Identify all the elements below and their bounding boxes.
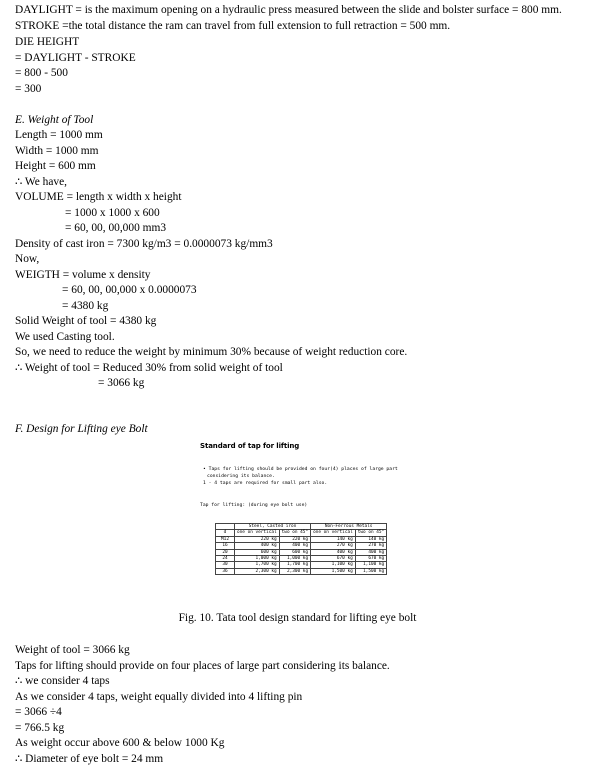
stroke-definition: STROKE =the total distance the ram can travel from full extension to full retraction = 500 mm. (15, 20, 451, 32)
volume-formula: VOLUME = length x width x height (15, 191, 182, 203)
consider-taps-line: ∴ we consider 4 taps (15, 675, 110, 687)
cell-value: 2,300 kg (279, 568, 310, 574)
cell-value: 1,100 kg (311, 562, 356, 568)
weight-divided-line: As we consider 4 taps, weight equally divided into 4 lifting pin (15, 691, 303, 703)
weight-substitution: = 60, 00, 00,000 x 0.0000073 (62, 284, 197, 296)
reduced-weight-result: = 3066 kg (98, 377, 145, 389)
casting-tool-line: We used Casting tool. (15, 331, 115, 343)
col-header-nf-45: two on 45° (355, 530, 386, 536)
cell-value: 1,100 kg (355, 562, 386, 568)
per-pin-weight-line: = 766.5 kg (15, 722, 65, 734)
col-header-steel-vertical: one on vertical (235, 530, 280, 536)
cell-value: 1,000 kg (235, 556, 280, 562)
die-height-result: = 300 (15, 83, 42, 95)
tool-weight-line: Weight of tool = 3066 kg (15, 644, 130, 656)
taps-balance-line: Taps for lifting should provide on four places of large part considering its balance. (15, 660, 390, 672)
solid-weight-line: Solid Weight of tool = 4380 kg (15, 315, 157, 327)
volume-substitution: = 1000 x 1000 x 600 (65, 207, 160, 219)
cell-value: 1,500 kg (355, 568, 386, 574)
density-line: Density of cast iron = 7300 kg/m3 = 0.0000073 kg/mm3 (15, 238, 273, 250)
cell-d: 20 (216, 549, 235, 555)
cell-value: 600 kg (279, 549, 310, 555)
die-height-label: DIE HEIGHT (15, 36, 80, 48)
length-line: Length = 1000 mm (15, 129, 103, 141)
daylight-definition: DAYLIGHT = is the maximum opening on a hydraulic press measured between the slide and bolster surface = 800 mm. (15, 4, 562, 16)
figure-note-line-1: • Taps for lifting should be provided on four(4) places of large part (203, 467, 398, 472)
width-line: Width = 1000 mm (15, 145, 99, 157)
weight-formula: WEIGTH = volume x density (15, 269, 151, 281)
lifting-tap-figure (193, 437, 455, 607)
cell-value: 1,700 kg (279, 562, 310, 568)
cell-value: 140 kg (355, 536, 386, 542)
cell-value: 1,000 kg (279, 556, 310, 562)
col-header-d: d (216, 530, 235, 536)
reduced-weight-line: ∴ Weight of tool = Reduced 30% from solid weight of tool (15, 362, 283, 374)
cell-value: 670 kg (355, 556, 386, 562)
cell-d: 30 (216, 562, 235, 568)
cell-d: 24 (216, 556, 235, 562)
col-header-steel-45: two on 45° (279, 530, 310, 536)
cell-value: 220 kg (235, 536, 280, 542)
lifting-capacity-table (215, 523, 387, 575)
figure-caption: Fig. 10. Tata tool design standard for lifting eye bolt (178, 612, 417, 624)
weight-result: = 4380 kg (62, 300, 109, 312)
group-header-nonferrous: Non-Ferrous Metals (311, 524, 387, 530)
we-have-line: ∴ We have, (15, 176, 67, 188)
figure-note-line-2: considering its balance. (207, 474, 275, 479)
table-header-row (216, 530, 387, 536)
cell-d: M12 (216, 536, 235, 542)
section-e-heading: E. Weight of Tool (15, 114, 94, 126)
cell-value: 270 kg (355, 543, 386, 549)
die-height-substitution: = 800 - 500 (15, 67, 68, 79)
volume-result: = 60, 00, 00,000 mm3 (65, 222, 167, 234)
reduction-line: So, we need to reduce the weight by minimum 30% because of weight reduction core. (15, 346, 408, 358)
figure-sub-label: Tap for lifting: (during eye bolt use) (200, 503, 308, 508)
eye-bolt-diameter-line: ∴ Diameter of eye bolt = 24 mm (15, 753, 164, 765)
height-line: Height = 600 mm (15, 160, 96, 172)
cell-value: 600 kg (235, 549, 280, 555)
section-f-heading: F. Design for Lifting eye Bolt (15, 423, 148, 435)
cell-value: 2,300 kg (235, 568, 280, 574)
col-header-nf-vertical: one on vertical (311, 530, 356, 536)
cell-value: 400 kg (311, 549, 356, 555)
cell-d: 16 (216, 543, 235, 549)
cell-value: 400 kg (279, 543, 310, 549)
cell-d: 36 (216, 568, 235, 574)
group-header-steel: Steel, Casted iron (235, 524, 311, 530)
cell-value: 220 kg (279, 536, 310, 542)
cell-value: 270 kg (311, 543, 356, 549)
table-row (216, 568, 387, 574)
now-line: Now, (15, 253, 40, 265)
cell-value: 400 kg (235, 543, 280, 549)
cell-value: 140 kg (311, 536, 356, 542)
weight-range-line: As weight occur above 600 & below 1000 Kg (15, 737, 225, 749)
cell-value: 400 kg (355, 549, 386, 555)
figure-title: Standard of tap for lifting (200, 442, 300, 450)
cell-value: 1,500 kg (311, 568, 356, 574)
die-height-formula: = DAYLIGHT - STROKE (15, 52, 136, 64)
division-line: = 3066 ÷4 (15, 706, 62, 718)
cell-value: 1,700 kg (235, 562, 280, 568)
figure-note-line-3: 1 - 4 taps are required for small part also. (203, 481, 328, 486)
cell-value: 670 kg (311, 556, 356, 562)
